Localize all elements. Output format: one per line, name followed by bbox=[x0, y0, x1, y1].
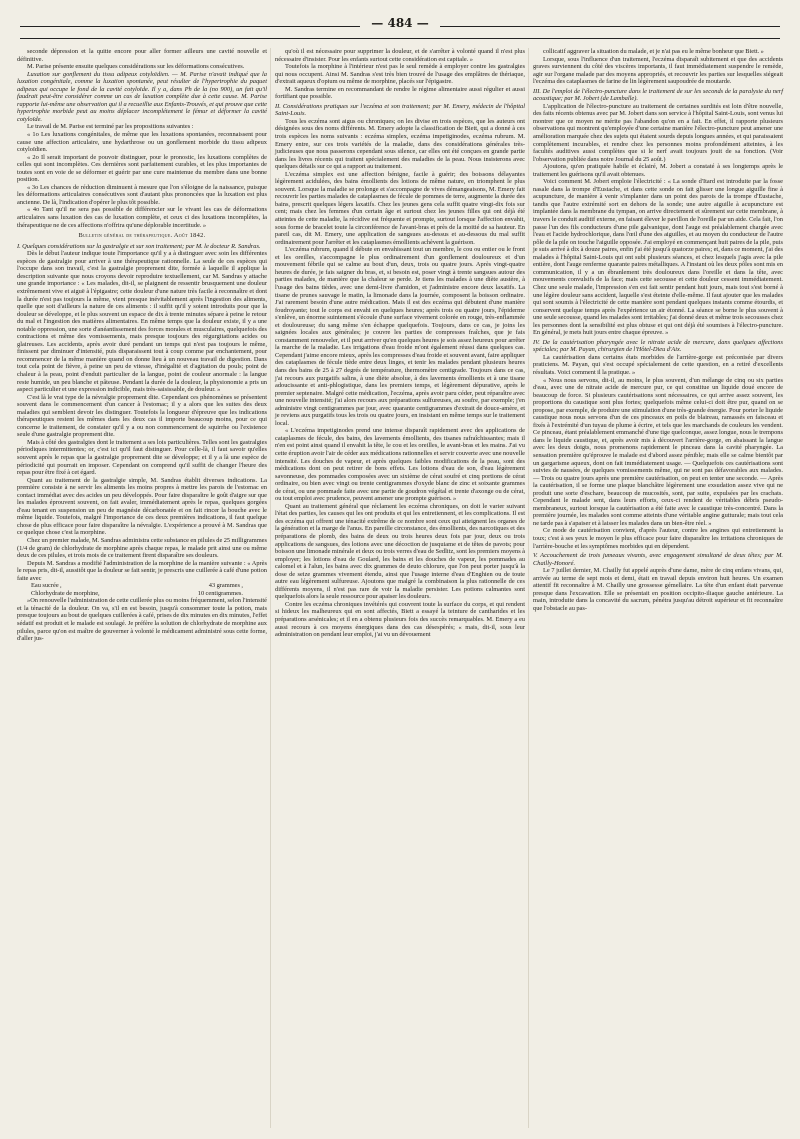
paragraph: M. Sandras termine en recommandant de rendre le régime alimentaire aussi régulier et aussi fortifiant que possible. bbox=[275, 85, 525, 101]
paragraph: collicatif aggraver la situation du malade, et je n'ai pas eu le même bonheur que Biett. » bbox=[543, 48, 764, 55]
paragraph: Lorsque, sous l'influence d'un traitement, l'eczéma disparaît subitement et que des accidents graves surviennent du côté des viscères importants, il faut immédiatement suspendre le remède, agir sur l'organe malade par des moyens appropriés, et recouvrir les parties sur lesquelles siégeait l'eczéma des cataplasmes de farine de lin légèrement saupoudrée de moutarde. bbox=[533, 55, 783, 86]
recipe-line bbox=[17, 582, 267, 590]
paragraph: qu'où il est nécessaire pour supprimer la douleur, et de s'arrêter à volonté quand il n'est plus nécessaire d'insister. Pour les enfants surtout cette considération est capitale. » bbox=[275, 48, 525, 63]
paragraph: Quant au traitement général que réclament les eczéma chroniques, on doit le varier suivant l'état des parties, les causes qui les ont produits et qui les entretiennent, et les complications. Il est des eczéma qui offrent une ténacité extrême de ce nombre sont ceux qui atteignent les organes de la génération et la marge de l'anus. En pareille circonstance, des émollients, des narcotiques et des préparations de plomb, des bains de deux ou trois heures deux fois par jour, deux ou trois applications de sangsues, des lotions avec une décoction de jusquiame et de têtes de pavots; pour boisson une limonade minérale et deux ou trois verres d'eau de Sedlitz, sont les premiers moyens à employer; les lotions d'eau de Goulard, les bains et les douches de vapeur, les pommades au calomel et à l'alun, les bains avec dix grammes de deuto chlorure, que l'on peut porter jusqu'à la dose de seize grammes vivement étendu, ainsi que l'usage interne d'eau d'Enghien ou de toute autre eau légèrement sulfureuse. Ajoutons que malgré la combinaison la plus rationnelle de ces différents moyens, il n'est pas rare de voir la maladie persister. Les potions calmantes sont quelquefois alors la seule ressource pour apaiser les douleurs. bbox=[275, 502, 525, 601]
recipe-qty: 43 grammes , bbox=[208, 582, 243, 590]
recipe-item: Eau sucrée , bbox=[31, 582, 62, 590]
article-heading: III. De l'emploi de l'électro-puncture dans le traitement de sur les seconds de la paralysie du nerf acoustique; par M. Jobert (de Lamballe). bbox=[533, 87, 783, 103]
paragraph: C'est là le vrai type de la névralgie proprement dite. Cependant ces phénomènes se présentent souvent dans le commencement d'un cancer à l'estomac; il y a alors que les suites des deux maladies qui semblent devoir les distinguer. Toutefois la longueur d'épreuve que les indications thérapeutiques restent les mêmes dans les deux cas il importe beaucoup moins, pour ce qui concerne le traitement, de constater qu'il y a ou non commencement de squirrhe ou l'existence seule d'une gastralgie proprement dite. bbox=[17, 393, 267, 439]
paragraph: L'eczéma simplex est une affection bénigne, facile à guérir; des boissons délayantes légèrement acidulées, des bains émollients des lotions de même nature, en triomphent le plus souvent. Lorsque la maladie se prolonge et s'accompagne de vives démangeaisons, M. Emery fait recouvrir les parties malades de cataplasmes de fécule de pommes de terre, augmente la durée des bains, prescrit quelques légers laxatifs. Chez les jeunes gens cela suffit quatre vingt-dix fois sur cent; mais chez les femmes d'un certain âge et surtout chez les jeunes filles qui ont déjà été atteintes de cette maladie, la récidive est fréquente et prompte, surtout lorsque l'affection envahit, sous forme de bracelet toute la circonférence de l'avant-bras et près de la moitié de sa hauteur. En pareil cas, dit M. Emery, une application de sangsues au-dessus et au-dessous du mal suffit ordinairement pour l'arrêter et les cataplasmes émollients achèvent la guérison. bbox=[275, 170, 525, 246]
paragraph: seconde dépression et la quitte encore pour aller former ailleurs une cavité nouvelle et définitive. bbox=[17, 48, 267, 63]
paragraph: Tous les eczéma sont aigus ou chroniques; on les divise en trois espèces, que les auteurs ont désignées sous des noms différents. M. Emery adopte la classification de Biett, qui a donné à ces trois espèces les noms suivants : eczéma simplex, eczéma impetiginodes, eczéma rubrum. M. Emery entre, sur ces trois variétés de la maladie, dans des considérations générales très-judicieuses que nous passerons cependant sous silence, car elles ont été conçues en grande partie dans les livres récents qui traitent spécialement des maladies de la peau. Nous insisterons avec quelques détails sur ce qui a rapport au traitement. bbox=[275, 117, 525, 171]
paragraph: « 4o Tant qu'il ne sera pas possible de différencier sur le vivant les cas de déformations articulaires sans luxation des cas de luxation complète, et ceux ci des luxations incomplètes, la thérapeutique ne de ces affections n'offrira qu'une déplorable incertitude. » bbox=[17, 206, 267, 229]
page-number: — 484 — bbox=[371, 16, 429, 30]
paragraph: Depuis M. Sandras a modifié l'administration de la morphine de la manière suivante : « Après le repas pris, dit-il, aussitôt que la douleur se fait sentir, je prescris une cuillerée à café d'une potion faite avec bbox=[17, 559, 267, 582]
paragraph: L'application de l'électro-puncture au traitement de certaines surdités est loin d'être nouvelle, des faits récents obtenus avec par M. Jobert dans son service à l'hôpital Saint-Louis, sont venus lui montrer que ce moyen ne mérite pas l'abandon qu'on en a fait. En effet, il rapporte plusieurs observations qui montrent qu'employée d'une certaine manière l'électro-puncture peut amener une amélioration marquée chez des sujets qui étaient sourds depuis longues années, et qui paraissaient complètement incurables, et rendre chez les personnes moins profondément atteintes, à les facultés auditives aussi complètes que si le nerf avait toujours jouit de sa fonction. (Voir l'observation publiée dans notre Journal du 25 août.) bbox=[533, 102, 783, 163]
bulletin-heading: Bulletin général de thérapeutique. Août 1842. bbox=[78, 232, 206, 240]
article-heading: I. Quelques considérations sur la gastralgie et sur son traitement; par M. le docteur R. Sandras. bbox=[17, 242, 261, 250]
paragraph: La cautérisation dans certains états morbides de l'arrière-gorge est préconisée par divers praticiens. M. Payan, qui s'est occupé spécialement de cette question, en a retiré d'excellents résultats. Voici comment il la pratique. » bbox=[533, 353, 783, 376]
column-gutter bbox=[270, 48, 271, 1128]
article-heading: IV. De la cautérisation pharyngée avec le nitrate acide de mercure, dans quelques affections spéciales; par M. Payan, chirurgien de l'Hôtel-Dieu d'Aix. bbox=[533, 338, 783, 354]
article-heading: II. Considérations pratiques sur l'eczéma et son traitement; par M. Emery, médecin de l'hôpital Saint-Louis. bbox=[275, 102, 525, 118]
paragraph: « Nous nous servons, dit-il, au moins, le plus souvent, d'un mélange de cinq ou six parties d'eau, avec une de nitrate acide de mercure pur, ce qui constitue un liquide doué encore de beaucoup de force. Si plusieurs cautérisations sont nécessaires, ce qui arrive assez souvent, les proportions du caustique sont plus fortes; quelquefois même celui-ci doit être pur, quand on se propose, par exemple, de produire une stimulation d'une très-grande énergie. Pour porter le liquide caustique nous nous servons d'un de ces pinceaux en poils de blaireau, ramassés en faisceau et fixés à l'extrémité d'un tuyau de plume à écrire, et tels que les marchands de couleurs les vendent. Ce pinceau, étant préalablement emmanché d'une tige quelconque, assez longue, nous le trempons dans le liquide caustique, et, après avoir mis à découvert l'arrière-gorge, en abaissant la langue avec les deux doigts, nous promenons rapidement le pinceau dans la cavité pharyngée. La sensation première qu'éprouve le malade est d'abord assez pénible; mais elle se calme bientôt par un gargarisme aqueux, dont on fait immédiatement usage. — Quelquefois ces cautérisations sont suivies de nausées, de quelques vomissements même, qui ne sont pas défavorables aux malades. — Trois ou quatre jours après une première cautérisation, on peut en tenter une seconde. — Après la cautérisation, il se forme une plaque blanchâtre légèrement une exsudation assez vive qui ne produit une sorte d'eschare, beaucoup de mucosités, sont, par suite, expulsées par les crachats. Cependant le malade sent, dans leurs efforts, ceux-ci rendent de véritables débris pseudo-membraneux, surtout lorsque la cautérisation a été faite avec le caustique très-concentré. Dans la première journée, les malades sont comme atteints d'une véritable angine gutturale; mais tout cela ne tarde pas à s'apaiser et à laisser les malades dans un bien-être réel. » bbox=[533, 376, 783, 527]
header-rule-full bbox=[20, 38, 780, 39]
paragraph: Ce mode de cautérisation convient, d'après l'auteur, contre les angines qui entretiennent la toux; c'est à ses yeux le moyen le plus efficace pour faire disparaître les irritations chroniques de l'arrière-bouche et les symptômes morbides qui en dépendent. bbox=[533, 527, 783, 550]
paragraph: Le 7 juillet dernier, M. Chailly fut appelé auprès d'une dame, mère de cinq enfans vivans, qui, arrivée au terme de sept mois et demi, était en travail depuis environ huit heures. Un examen attentif fit reconnaître à M. Chailly une grossesse gémellaire. La tête d'un enfant était parvenue presque dans l'excavation. Elle se présentait en position occipito-iliaque gauche antérieure. La main, introduite dans la concavité du sacrum, pénétra jusqu'au détroit supérieur et fit reconnaître que l'obstacle au pas- bbox=[533, 567, 783, 612]
paragraph: Toutefois la morphine à l'intérieur n'est pas le seul remède à employer contre les gastralgies qui nous occupent. Ainsi M. Sandras s'est très bien trouvé de l'usage des emplâtres de thériaque, d'extrait aqueux d'opium ou même de morphine, placés sur l'épigastre. bbox=[275, 63, 525, 86]
text-column-right bbox=[533, 48, 783, 612]
paragraph: « 3o Les chances de réduction diminuent à mesure que l'on s'éloigne de la naissance, puisque les déformations articulaires consécutives sont d'autant plus prononcées que la luxation est plus ancienne. De là, l'indication d'opérer le plus tôt possible. bbox=[17, 183, 267, 206]
paragraph: « L'eczéma impetiginodes prend une intense disparaît rapidement avec des applications de cataplasmes de fécule, des bains, des lavements émollients, des tisanes rafraîchissantes; mais il n'en est point ainsi quand il envahit la tête, le cou et les oreilles, le avant-bras et les mains. J'ai vu cette éruption avoir l'air de céder aux médications rationnelles et servir couverte avec une nouvelle intensité. Les douches de vapeur, et après quelques faibles modifications de la peau, sont des médications dont on peut retirer de bons effets. Les lotions d'eau de son, d'eau légèrement savonneuse, des pommades composées avec un sixième de cérat soufré et cinq portions de cérat ordinaire, ou bien avec vingt ou trente centigrammes d'oxyde blanc de zinc et soixante grammes de cérat, ou une pommade faite avec une partie de goudron végétal et trente d'axonge ou de cérat, ou tout emploi avec prudence, peuvent amener une prompte guérison. » bbox=[275, 427, 525, 503]
recipe-line bbox=[17, 590, 267, 598]
article-heading: V. Accouchement de trois jumeaux vivants, avec engagement simultané de deux têtes; par M. Chailly-Honoré. bbox=[533, 552, 783, 567]
text-column-middle bbox=[275, 48, 525, 639]
header-rule-right bbox=[440, 26, 780, 27]
paragraph: Dès le début l'auteur indique toute l'importance qu'il y a à distinguer avec soin les différentes espèces de gastralgie pour arriver à une thérapeutique rationnelle. La seule de ces espèces qui l'occupe dans son travail, c'est la gastralgie proprement dite, formée à laquelle il applique la description suivante que nous croyons devoir reproduire textuellement, car M. Sandras y attache une grande importance : « Les malades, dit-il, se plaignent de ressentir brusquement une douleur extrêmement vive et aiguë à l'épigastre; cette douleur d'une nature très facile à reconnaître et dont la durée n'est pas toujours la même, vient presque inévitablement après l'ingestion des aliments, quelle que soit d'ailleurs la nature de ces aliments : il suffit qu'il y soient introduits pour que la douleur se développe, et le plus souvent un espace de dix à trente minutes sépare à peine le retour du mal et l'ingestion des matières alimentaires. En même temps que la douleur existe, il y a une notable oppression, une sorte d'anéantissement des forces morales et musculaires, quelquefois des contractions et même des vomissements, mais presque toujours des régurgitations acides ou glaireuses. Les accidents, après avoir duré pendant un temps qui n'est pas toujours le même, finissent par diminuer d'intensité, puis disparaissent tout à coup comme par enchantement, pour recommencer de la même manière quand on donne lieu à un nouveau travail de digestion. Dans tout cela point de fièvre, à peine un peu de vitesse, d'inégalité et d'agitation du pouls; point de chaleur à la peau, point d'enduit particulier de la langue, point de couleur anormale : la langue reste humide, un peu blanche et pâteuse. Pendant la durée de la douleur, la physionomie a pris un aspect particulier et une expression indicible, mais très-saisissable, de douleur. » bbox=[17, 250, 267, 394]
recipe-qty: 10 centigrammes. bbox=[197, 589, 243, 597]
paragraph: Quant au traitement de la gastralgie simple, M. Sandras établit diverses indications. La première consiste à ne servir les aliments les moins propres à mettre les parois de l'estomac en contact immédiat avec des acides un peu développés. Pour faire disparaître le goût d'aigre sur que les malades éprouvent souvent, on fait avaler, immédiatement après le repas, quelques gorgées d'eau tenant en suspension un peu de magnésie décarbonatée et on fait rincer la bouche avec le même liquide. Toutefois, malgré l'importance de ces deux premières indications, il faut quelque chose de plus efficace pour faire disparaître la névralgie. L'expérience a prouvé à M. Sandras que ce quelque chose c'est la morphine. bbox=[17, 476, 267, 537]
text-column-left bbox=[17, 48, 267, 643]
header-rule-left bbox=[20, 26, 360, 27]
paragraph: M. Parise présente ensuite quelques considérations sur les déformations consécutives. bbox=[27, 63, 245, 71]
section-paragraph: Luxation sur gonflement du tissu adipeux cotyloïdien. — M. Parise n'avait indiqué que la luxation congénitale, comme la luxation spontanée, peut résulter de l'hypertrophie du paquet adipeux qui occupe le fond de la cavité cotyloïde. Il y a, dans Ph de la (no 900), un fait qu'il faudrait peut-être considérer comme un cas de luxation complète due à cette cause. M. Parise rapporte lui-même une observation qui il a recueillie aux Enfants-Trouvés, et qui prouve que cette hypertrophie morbide peut au moins déplacer incomplétement le fémur et déformer la cavité cotyloïde. bbox=[17, 70, 267, 123]
paragraph: »On renouvelle l'administration de cette cuillerée plus ou moins fréquemment, selon l'intensité et la ténacité de la douleur. On va, s'il en est besoin, jusqu'à consommer toute la potion, mais presque toujours au bout de quelques cuillerées à café, prises de dix minutes en dix minutes, l'effet sédatif est produit et le malade est soulagé. Je préfère la solution de chlorhydrate de morphine aux pilules, parce qu'on est maître de gouverner à volonté le médicament administré sous cette forme, d'aller jus- bbox=[17, 597, 267, 643]
paragraph: « 2o Il serait important de pouvoir distinguer, pour le pronostic, les luxations complètes de celles qui sont incomplètes. Ces dernières sont parfaitement curables, et les plus importantes de toutes sont en voie de se déformer et guérir par une cure maintenue du membre dans une bonne position. bbox=[17, 153, 267, 184]
paragraph: Mais à côté des gastralgies dont le traitement a ses lois particulières. Telles sont les gastralgies périodiques intermittentes; or, c'est ici qu'il faut distinguer. Pour celle-là, il faut savoir qu'elles souvent après le repas que la gastralgie proprement dite se développe; et il y a là une espèce de périodicité qui pourrait en imposer. Cependant on comprend qu'il suffit de changer l'heure des repas pour être fixé à cet égard. bbox=[17, 438, 267, 477]
column-gutter bbox=[528, 48, 529, 1128]
paragraph: L'eczéma rubrum, quand il débute en envahissant tout un membre, le cou ou entier ou le front et les oreilles, s'accompagne le plus ordinairement d'un gonflement douloureux et d'un mouvement fébrile qui se calme au bout d'un, deux, trois ou quatre jours. Après vingt-quatre heures de durée, je fais saigner du bras, et, si besoin est, poser vingt à trente sangsues autour des parties malades, de manière que la chaleur se perde. Je tiens les malades à une diète austère, à l'usage des bains tièdes, avec une demi-livre d'amidon, et j'administre encore deux laxatifs. La tisane de prunes sauvage le matin, la limonade dans la journée, composent la boisson ordinaire. J'ai rarement besoin d'une autre médication. Mais il est des eczéma qui débutent d'une manière foudroyante; tout le corps est envahi en quelques heures; après trois ou quatre jours, l'épiderme s'enlève, un énorme suintement s'écoule d'une surface vivement colorée en rouge, très-enflammée et douloureuse; du sang même s'en échappe quelquefois. Toujours, dans ce cas, je joins les saignées locales aux générales; je couvre les parties de compresses fraîches, que je fais constamment renouveler, et il peut arriver qu'en quelques heures je sois assez heureux pour arrêter la marche de la maladie. Les irrigations d'eau froide m'ont également réussi dans quelques cas. Cependant j'aime encore mieux, après les compresses d'eau froide et souvent avant, faire appliquer des cataplasmes de fécule tiède entre deux linges, et tenir les malades pendant plusieurs heures dans des bains de 25 à 27 degrés de température, thermomètre centigrade. Toujours dans ce cas, j'ai recours aux purgatifs salins, à une diète absolue, à des lavements émollients et à une tisane adoucissante et anti-phlogistique, dans les premiers temps, et légèrement dépurative, après le premier septenaire. Malgré cette médication, l'eczéma, après avoir paru céder, peut réparaître avec une nouvelle intensité; j'ai alors recours aux préparations sulfureuses, au soufre, par exemple; j'en administre vingt centigrammes par jour, avec quarante centigrammes d'extrait de douce-amère, et je reviens aux purgatifs tous les trois ou quatre jours, en insistant en même temps sur le traitement local. bbox=[275, 246, 525, 427]
paragraph: Contre les eczéma chroniques invétérés qui couvrent toute la surface du corps, et qui rendent si hideux les malheureux qui en sont affectés, Biett a essayé la teinture de cantharides et les préparations arsénicales; et il en a obtenu plusieurs fois des succès remarquables. M. Emery a eu aussi recours à ces moyens énergiques dans des cas désespérés; « mais, dit-il, sous leur administration on pendant leur emploi, j'ai vu un dévouement bbox=[275, 600, 525, 639]
paragraph: « 1o Les luxations congénitales, de même que les luxations spontanées, reconnaissent pour cause une affection articulaire, une hydarthrose ou un gonflement morbide du tissu adipeux cotyloïdien. bbox=[17, 131, 267, 154]
paragraph: Ajoutons, qu'en pratiquée habile et éclairé, M. Jobert a constaté à ses longtemps après le traitement les guérisons qu'il avait obtenues. bbox=[533, 163, 783, 178]
paragraph: Le travail de M. Parise est terminé par les propositions suivantes : bbox=[27, 123, 194, 131]
paragraph: Voici comment M. Jobert emploie l'électricité : « La sonde d'Itard est introduite par la fosse nasale dans la trompe d'Eustache, et dans cette sonde on fait glisser une longue aiguille fine à acupuncture, de manière à venir s'implanter dans un point des parois de la trompe d'Eustache, tandis que l'autre extrémité sort en dehors de la sonde; une autre aiguille à acupuncture est implantée dans la membrane du tympan, on arrive directement et sûrement sur cette membrane, à travers le conduit auditif externe, en faisant élever le pavillon de l'oreille par un aide. Cela fait, l'on passe l'un des fils conducteurs d'une pile galvanique, dont l'auge est préalablement chargée avec l'eau et l'acide hydrochlorique, dans l'œil d'une des aiguilles, et au moyen du conducteur de l'autre pôle de la pile on touche l'aiguille opposée. J'ai employé en commençant huit paires de la pile, puis je suis arrivé à dix à douze paires, enfin j'ai été jusqu'à quatorze paires; et, dans ce moment, j'ai des malades à l'hôpital Saint-Louis qui ont subi plusieurs séances, et chez lesquels j'agis avec la pile entière, dont l'auge renferme quarante paires métalliques. A l'instant où les deux pôles sont mis en communication, il y a un ébranlement très douloureux dans l'oreille et dans la tête, avec mouvements convulsifs de la face; mais cette secousse et cette douleur cessent immédiatement. Chez une seule malade, l'impression s'en est fait sentir pendant huit jours, mais tout s'est borné à une légère douleur sans accident, laquelle s'est éteinte d'elle-même. Il faut ajouter que les malades qui sont soumis à l'électricité de cette manière sont pendant quelques instants comme étourdis, et conservent quelque temps après l'expérience un air étonné. La séance se borne le plus souvent à une seule secousse, quand les malades sont irritables; j'ai donné deux et même trois secousses chez les personnes dont la sensibilité est plus obtuse et qui ont déjà été soumises à l'électro-puncture. En général, je mets huit jours entre chaque épreuve. » bbox=[533, 178, 783, 337]
recipe-item: Chlorhydrate de morphine, bbox=[31, 589, 100, 597]
paragraph: Chez un premier malade, M. Sandras administra cette substance en pilules de 25 milligrammes (1/4 de gram) de chlorhydrate de morphine après chaque repas, le malade prit ainsi une ou même deux de ces pilules, et trois mois de ce traitement firent disparaître ses douleurs. bbox=[17, 537, 267, 560]
